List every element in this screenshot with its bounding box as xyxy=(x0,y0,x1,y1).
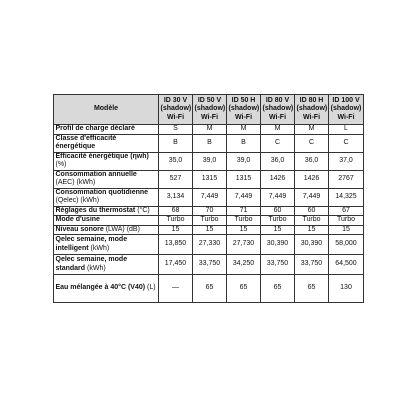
table-row xyxy=(54,134,364,152)
table-row xyxy=(54,152,364,170)
row-label xyxy=(54,206,159,216)
table-cell: 130 xyxy=(329,275,364,303)
table-cell: 1315 xyxy=(193,170,227,188)
table-row xyxy=(54,170,364,188)
table-cell: M xyxy=(295,125,329,135)
table-cell: 1426 xyxy=(295,170,329,188)
column-header: ID 80 V (shadow) Wi-Fi xyxy=(261,95,295,125)
table-cell: Turbo xyxy=(329,216,364,226)
column-header: ID 50 V (shadow) Wi-Fi xyxy=(193,95,227,125)
row-label xyxy=(54,125,159,135)
table-cell: 58,000 xyxy=(329,235,364,255)
row-unit: (kWh) xyxy=(87,264,106,272)
row-label-text: Qelec semaine, mode intelligent xyxy=(55,236,128,252)
row-unit: (Qelec) (kWh) xyxy=(55,197,100,204)
table-cell: 60 xyxy=(295,206,329,216)
table-cell: Turbo xyxy=(193,216,227,226)
table-row xyxy=(54,225,364,235)
row-unit: (%) xyxy=(55,161,67,168)
table-cell: 527 xyxy=(159,170,193,188)
table-cell: S xyxy=(159,125,193,135)
table-cell: 17,450 xyxy=(159,255,193,275)
table-cell: 1315 xyxy=(227,170,261,188)
table-cell: 33,750 xyxy=(261,255,295,275)
row-label xyxy=(54,225,159,235)
model-header: Modèle xyxy=(54,95,159,125)
row-label-text: Qelec semaine, mode standard xyxy=(55,256,128,272)
row-label-text: Consommation quotidienne xyxy=(55,188,149,196)
table-row xyxy=(54,206,364,216)
table-cell: B xyxy=(159,134,193,152)
table-row xyxy=(54,188,364,206)
row-label-text: Efficacité énergétique (ηwh) xyxy=(55,152,149,160)
row-label-text: Mode d'usine xyxy=(55,216,100,223)
table-cell: 36,0 xyxy=(261,152,295,170)
table-cell: B xyxy=(227,134,261,152)
row-unit: (LWA) (dB) xyxy=(105,225,140,233)
table-cell: 3,134 xyxy=(159,188,193,206)
row-label xyxy=(54,152,159,170)
table-row xyxy=(54,255,364,275)
row-unit: (L) xyxy=(147,284,156,292)
table-cell: 15 xyxy=(261,225,295,235)
table-cell: 65 xyxy=(227,275,261,303)
table-row xyxy=(54,125,364,135)
row-label xyxy=(54,255,159,275)
row-label-text: Eau mélangée à 40°C (V40) xyxy=(55,284,146,292)
table-cell: 1426 xyxy=(261,170,295,188)
row-label xyxy=(54,216,159,226)
table-row xyxy=(54,235,364,255)
column-header: ID 80 H (shadow) Wi-Fi xyxy=(295,95,329,125)
table-cell: Turbo xyxy=(159,216,193,226)
table-cell: 15 xyxy=(227,225,261,235)
table-cell: 35,0 xyxy=(159,152,193,170)
table-cell: 39,0 xyxy=(193,152,227,170)
table-cell: 27,330 xyxy=(193,235,227,255)
table-cell: 15 xyxy=(159,225,193,235)
table-cell: Turbo xyxy=(295,216,329,226)
table-cell: L xyxy=(329,125,364,135)
table-cell: 36,0 xyxy=(295,152,329,170)
table-cell: 33,750 xyxy=(193,255,227,275)
table-cell: 30,390 xyxy=(261,235,295,255)
table-cell: 7,449 xyxy=(227,188,261,206)
table-cell: 34,250 xyxy=(227,255,261,275)
table-cell: M xyxy=(227,125,261,135)
column-header: ID 50 H (shadow) Wi-Fi xyxy=(227,95,261,125)
table-cell: 65 xyxy=(193,275,227,303)
table-cell: 7,449 xyxy=(261,188,295,206)
table-cell: 68 xyxy=(159,206,193,216)
row-label xyxy=(54,235,159,255)
table-cell: C xyxy=(261,134,295,152)
row-label xyxy=(54,275,159,303)
table-cell: — xyxy=(159,275,193,303)
table-cell: 15 xyxy=(295,225,329,235)
table-cell: 14,325 xyxy=(329,188,364,206)
table-row xyxy=(54,275,364,303)
table-cell: 15 xyxy=(329,225,364,235)
row-unit: (AEC) (kWh) xyxy=(55,179,96,186)
table-cell: 7,449 xyxy=(193,188,227,206)
table-cell: 65 xyxy=(261,275,295,303)
table-cell: 30,390 xyxy=(295,235,329,255)
table-cell: 13,850 xyxy=(159,235,193,255)
table-cell: Turbo xyxy=(261,216,295,226)
row-label-text: Niveau sonore xyxy=(55,225,104,233)
table-cell: 7,449 xyxy=(295,188,329,206)
row-unit: (kWh) xyxy=(90,244,110,252)
table-cell: 2767 xyxy=(329,170,364,188)
table-row xyxy=(54,216,364,226)
table-cell: C xyxy=(329,134,364,152)
table-cell: 39,0 xyxy=(227,152,261,170)
table-cell: 64,500 xyxy=(329,255,364,275)
table-cell: C xyxy=(295,134,329,152)
table-cell: Turbo xyxy=(227,216,261,226)
row-label-text: Réglages du thermostat xyxy=(55,206,136,214)
table-cell: 60 xyxy=(261,206,295,216)
table-cell: M xyxy=(261,125,295,135)
column-header: ID 30 V (shadow) Wi-Fi xyxy=(159,95,193,125)
table-cell: 27,730 xyxy=(227,235,261,255)
table-cell: 71 xyxy=(227,206,261,216)
table-cell: 67 xyxy=(329,206,364,216)
row-label xyxy=(54,134,159,152)
table-cell: B xyxy=(193,134,227,152)
row-label xyxy=(54,170,159,188)
column-header: ID 100 V (shadow) Wi-Fi xyxy=(329,95,364,125)
table-cell: 33,750 xyxy=(295,255,329,275)
row-unit: (°C) xyxy=(137,206,150,214)
table-cell: M xyxy=(193,125,227,135)
spec-table xyxy=(53,94,364,303)
header-row xyxy=(54,95,364,125)
table-cell: 70 xyxy=(193,206,227,216)
row-label xyxy=(54,188,159,206)
table-cell: 37,0 xyxy=(329,152,364,170)
row-label-text: Classe d'efficacité énergétique xyxy=(55,134,117,150)
table-cell: 15 xyxy=(193,225,227,235)
table-cell: 65 xyxy=(295,275,329,303)
row-label-text: Profil de charge déclaré xyxy=(55,125,135,132)
row-label-text: Consommation annuelle xyxy=(55,170,137,178)
